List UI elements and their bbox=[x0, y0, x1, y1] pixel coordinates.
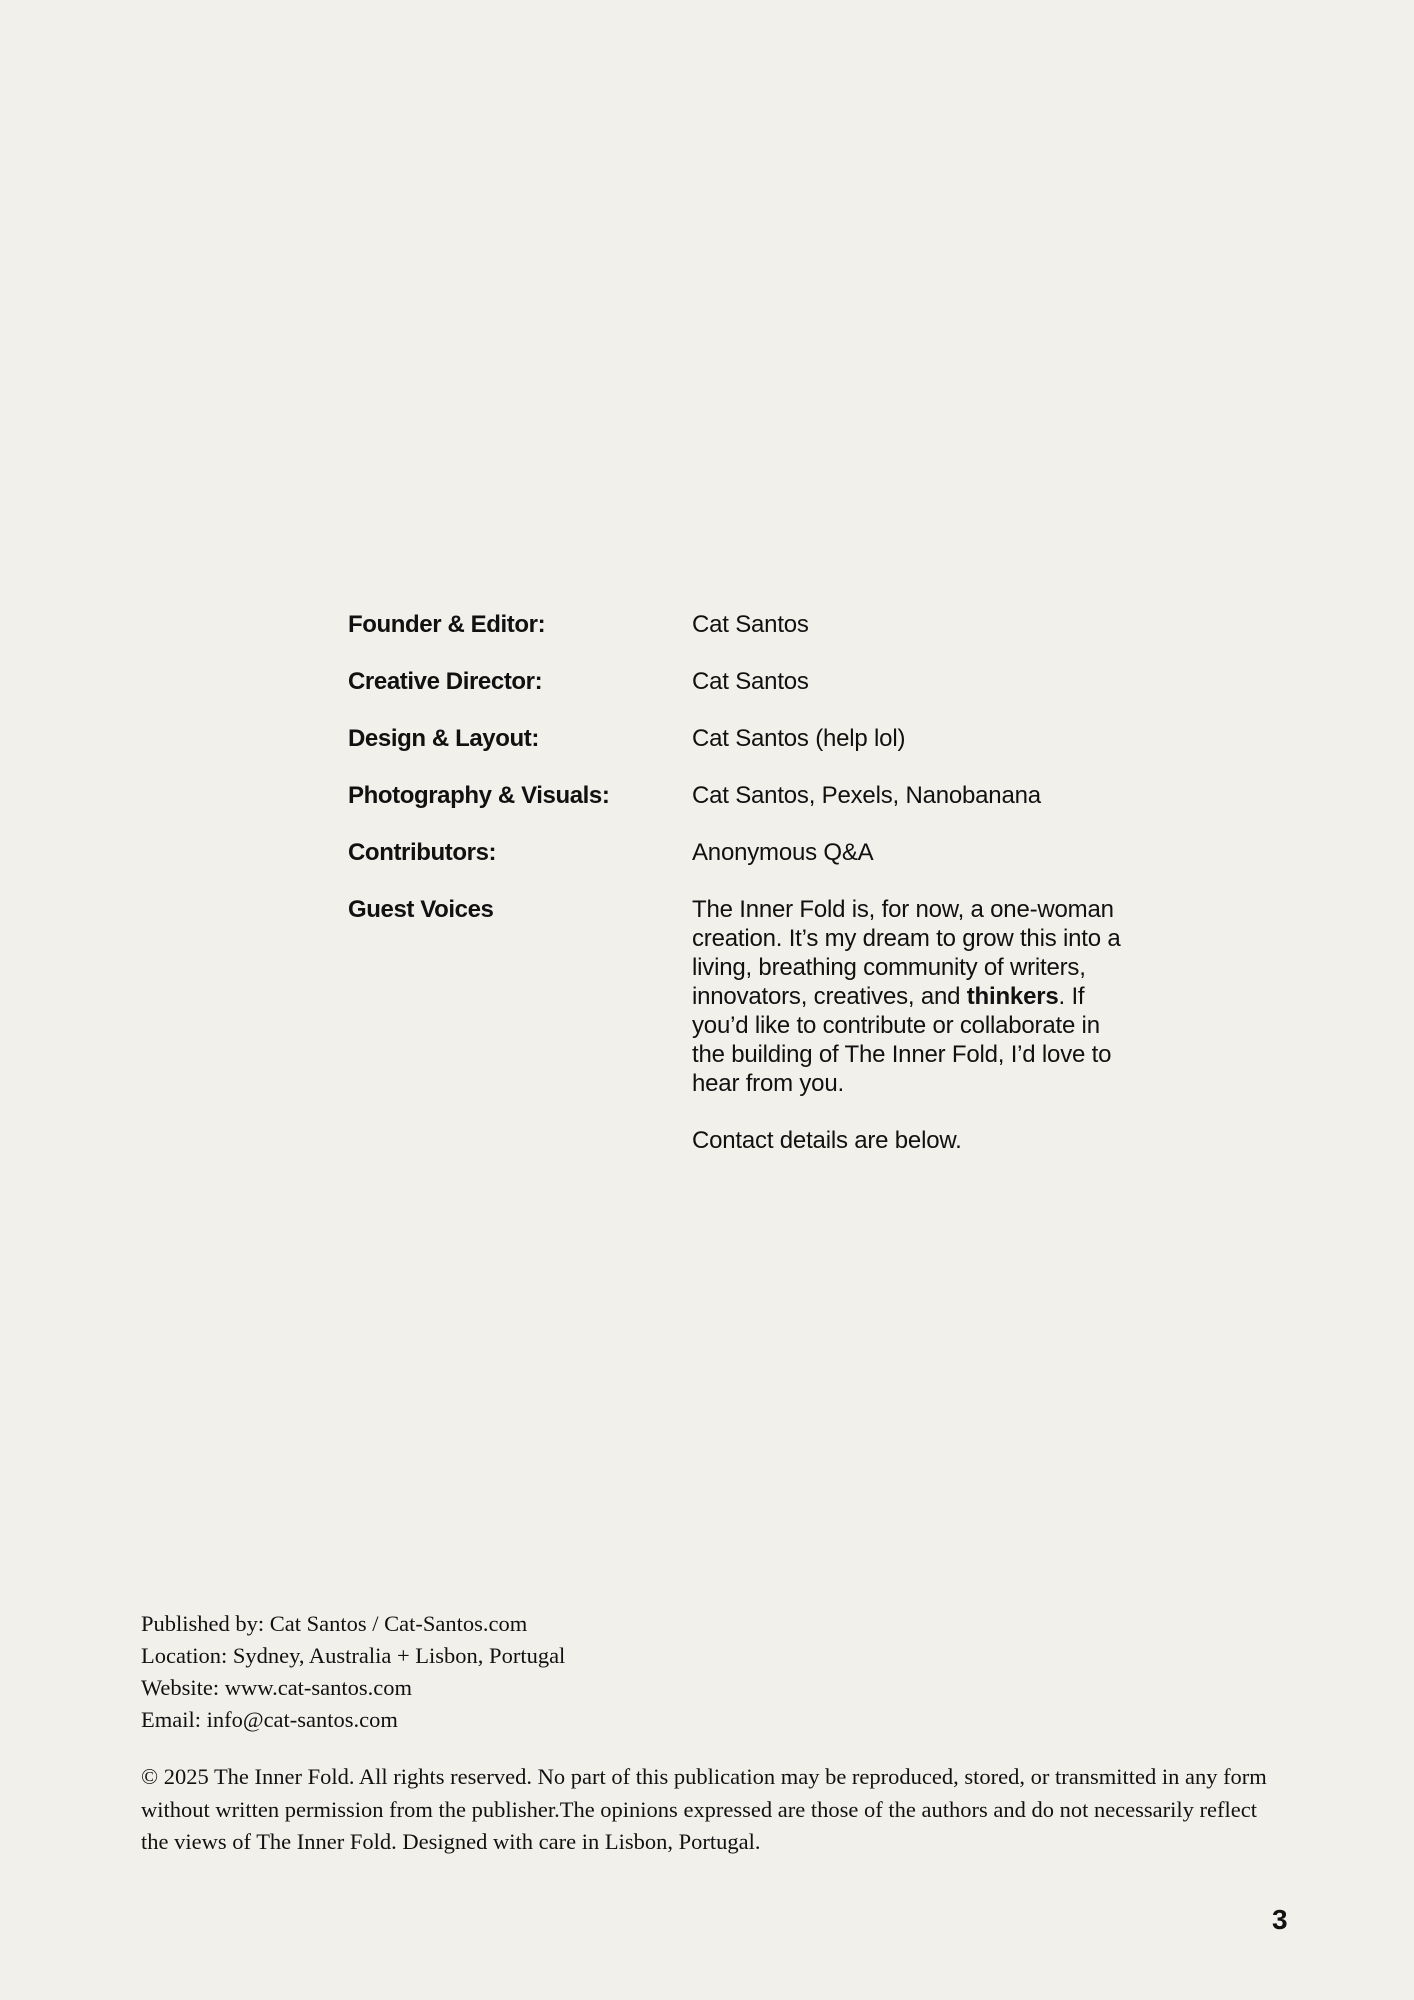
credit-label: Contributors: bbox=[348, 839, 497, 866]
location: Location: Sydney, Australia + Lisbon, Portugal bbox=[141, 1643, 566, 1668]
credit-row-design-layout bbox=[348, 724, 1148, 753]
published-by: Published by: Cat Santos / Cat-Santos.com bbox=[141, 1611, 528, 1636]
credit-value: Cat Santos, Pexels, Nanobanana bbox=[692, 782, 1041, 809]
credit-label: Creative Director: bbox=[348, 668, 543, 695]
credit-row-photography-visuals bbox=[348, 781, 1148, 810]
guest-voices-paragraph bbox=[692, 895, 1132, 1098]
credit-value: Anonymous Q&A bbox=[692, 839, 874, 866]
guest-voices-text-start: The Inner Fold is, for now, a one-woman creation. It’s my dream to grow this into a living, breathing community of writers, innovators, creatives, and bbox=[692, 896, 1121, 1010]
publisher-info bbox=[141, 1608, 565, 1736]
credit-row-founder-editor bbox=[348, 610, 1148, 639]
credit-row-creative-director bbox=[348, 667, 1148, 696]
guest-voices-bold-word: thinkers bbox=[966, 983, 1059, 1010]
page-number: 3 bbox=[1272, 1904, 1288, 1935]
credit-label: Founder & Editor: bbox=[348, 611, 546, 638]
contact-note: Contact details are below. bbox=[692, 1127, 962, 1154]
guest-voices-label: Guest Voices bbox=[348, 896, 494, 923]
credit-row-contributors bbox=[348, 838, 1148, 867]
credit-label: Photography & Visuals: bbox=[348, 782, 610, 809]
credit-value: Cat Santos bbox=[692, 611, 809, 638]
email: Email: info@cat-santos.com bbox=[141, 1707, 398, 1732]
credit-label: Design & Layout: bbox=[348, 725, 539, 752]
website: Website: www.cat-santos.com bbox=[141, 1675, 413, 1700]
credit-value: Cat Santos bbox=[692, 668, 809, 695]
guest-voices-text-end: . If you’d like to contribute or collaborate in the building of The Inner Fold, I’d love to hear from you. bbox=[692, 983, 1112, 1097]
copyright-notice: © 2025 The Inner Fold. All rights reserved. No part of this publication may be reproduced, stored, or transmitted in any form without written permission from the publisher.The opinions expressed are those of the authors and do not necessarily reflect the views of The Inner Fold. Designed with care in Lisbon, Portugal. bbox=[141, 1764, 1267, 1854]
credits-list bbox=[348, 610, 1148, 1183]
credit-row-guest-voices bbox=[348, 895, 1148, 1155]
guest-voices-text bbox=[692, 895, 1142, 1155]
credit-value: Cat Santos (help lol) bbox=[692, 725, 906, 752]
